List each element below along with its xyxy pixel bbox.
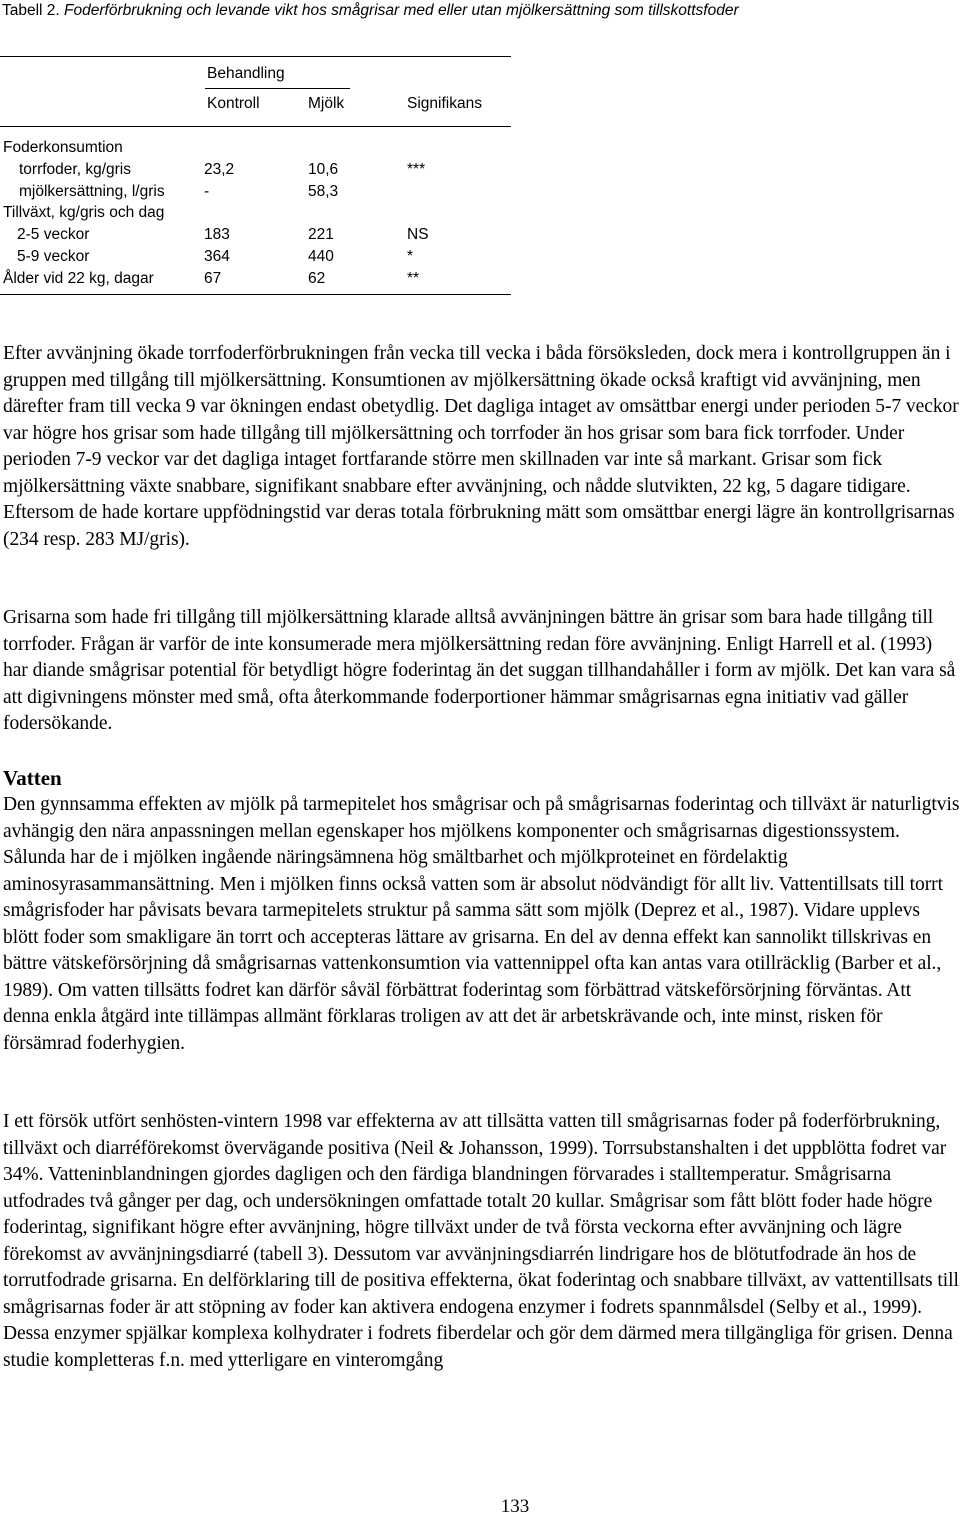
group-header: Behandling <box>207 65 285 82</box>
row-label: 5-9 veckor <box>17 248 90 265</box>
cell-kontroll: 183 <box>204 226 230 243</box>
section-heading: Vatten <box>3 766 62 790</box>
cell-kontroll: 364 <box>204 248 230 265</box>
cell-signifikans: NS <box>407 226 429 243</box>
caption-label: Tabell 2. <box>2 2 60 19</box>
cell-kontroll: 23,2 <box>204 161 235 178</box>
body-paragraph-1: Efter avvänjning ökade torrfoderförbrukningen från vecka till vecka i båda försöksleden, dock mera i kontrollgruppen än i gruppen med tillgång till mjölkersättning. Konsumtionen av mjölkersättning ökade också kraftigt vid avvänjning, men därefter fram till vecka 9 var ökningen endast obetydlig. Det dagliga intaget av omsättbar energi under perioden 5-7 veckor var högre hos grisar som hade tillgång till mjölkersättning och torrfoder än hos grisar som bara fick torrfoder. Under perioden 7-9 veckor var det dagliga intaget fortfarande större men skillnaden var inte så markant. Grisar som fick mjölkersättning växte snabbare, signifikant snabbare efter avvänjning, och nådde slutvikten, 22 kg, 5 dagare tidigare. Eftersom de hade kortare uppfödningstid var deras totala förbrukning mätt som omsättbar energi lägre än kontrollgrisarnas (234 resp. 283 MJ/gris). <box>3 343 959 550</box>
cell-kontroll: 67 <box>204 270 222 287</box>
body-paragraph-2: Grisarna som hade fri tillgång till mjölkersättning klarade alltså avvänjningen bättre än grisar som bara hade tillgång till torrfoder. Frågan är varför de inte konsumerade mera mjölkersättning redan före avvänjning. Enligt Harrell et al. (1993) har diande smågrisar potential för betydligt högre foderintag än det suggan tillhandahåller i form av mjölk. Det kan vara så att digivningens mönster med små, ofta återkommande foderportioner hämmar smågrisarnas egna initiativ vad gäller fodersökande. <box>3 607 956 734</box>
cell-signifikans: *** <box>407 161 426 178</box>
row-label: torrfoder, kg/gris <box>19 161 131 178</box>
cell-signifikans: ** <box>407 270 420 287</box>
cell-mjolk: 10,6 <box>308 161 339 178</box>
cell-mjolk: 440 <box>308 248 334 265</box>
table-top-rule <box>0 56 511 57</box>
cell-mjolk: 221 <box>308 226 334 243</box>
data-table <box>0 0 520 300</box>
body-paragraph-4: I ett försök utfört senhösten-vintern 1998 var effekterna av att tillsätta vatten till smågrisarnas foder på foderförbrukning, tillväxt och diarréförekomst övervägande positiva (Neil & Johansson, 1999). Torrsubstanshalten i det uppblötta fodret var 34%. Vatteninblandningen gjordes dagligen och den färdiga blandningen förvarades i stalltemperatur. Smågrisarna utfodrades två gånger per dag, och undersökningen omfattade totalt 20 kullar. Smågrisar som fått blött foder hade högre foderintag, signifikant högre efter avvänjning, högre tillväxt under de två första veckorna efter avvänjning och lägre förekomst av avvänjningsdiarré (tabell 3). Dessutom var avvänjningsdiarrén lindrigare hos de blötutfodrade än hos de torrutfodrade grisarna. En delförklaring till de positiva effekterna, ökat foderintag och snabbare tillväxt, av vattentillsats till smågrisarnas foder är att stöpning av foder kan aktivera endogena enzymer i fodrets spannmålsdel (Selby et al., 1999). Dessa enzymer spjälkar komplexa kolhydrater i fodrets fiberdelar och gör dem därmed mera tillgängliga för grisen. Denna studie kompletteras f.n. med ytterligare en vinteromgång <box>3 1111 959 1371</box>
cell-kontroll: - <box>204 183 210 200</box>
cell-mjolk: 62 <box>308 270 326 287</box>
table-bottom-rule <box>0 294 511 295</box>
page-number: 133 <box>500 1496 530 1517</box>
col-header-signifikans: Signifikans <box>407 95 482 112</box>
cell-signifikans: * <box>407 248 414 265</box>
cell-mjolk: 58,3 <box>308 183 339 200</box>
group-header-rule <box>205 88 350 89</box>
header-bottom-rule <box>0 126 511 127</box>
col-header-kontroll: Kontroll <box>207 95 260 112</box>
row-label: Foderkonsumtion <box>3 139 123 156</box>
col-header-mjolk: Mjölk <box>308 95 345 112</box>
row-label: Tillväxt, kg/gris och dag <box>3 204 165 221</box>
row-label: Ålder vid 22 kg, dagar <box>3 270 154 287</box>
caption-title: Foderförbrukning och levande vikt hos smågrisar med eller utan mjölkersättning som tillskottsfoder <box>64 2 739 19</box>
body-paragraph-3: Den gynnsamma effekten av mjölk på tarmepitelet hos smågrisar och på smågrisarnas foderintag och tillväxt är naturligtvis avhängig den nära anpassningen mellan egenskaper hos mjölkens komponenter och smågrisarnas digestionssystem. Sålunda har de i mjölken ingående näringsämnena hög smältbarhet och mjölkproteinet en fördelaktig aminosyrasammansättning. Men i mjölken finns också vatten som är absolut nödvändigt för allt liv. Vattentillsats till torrt smågrisfoder har påvisats bevara tarmepitelets struktur på samma sätt som mjölk (Deprez et al., 1987). Vidare upplevs blött foder som smakligare än torrt och accepteras lättare av grisarna. En del av denna effekt kan sannolikt tillskrivas en bättre vätskeförsörjning då smågrisarnas vattenkonsumtion via vattennippel ofta kan antas vara otillräcklig (Barber et al., 1989). Om vatten tillsätts fodret kan därför såväl förbättrat foderintag som förbättrad vätskeförsörjning förväntas. Att denna enkla åtgärd inte tillämpas allmänt förklaras troligen av att det är arbetskrävande och, inte minst, risken för försämrad foderhygien. <box>3 794 960 1054</box>
row-label: 2-5 veckor <box>17 226 90 243</box>
row-label: mjölkersättning, l/gris <box>19 183 165 200</box>
